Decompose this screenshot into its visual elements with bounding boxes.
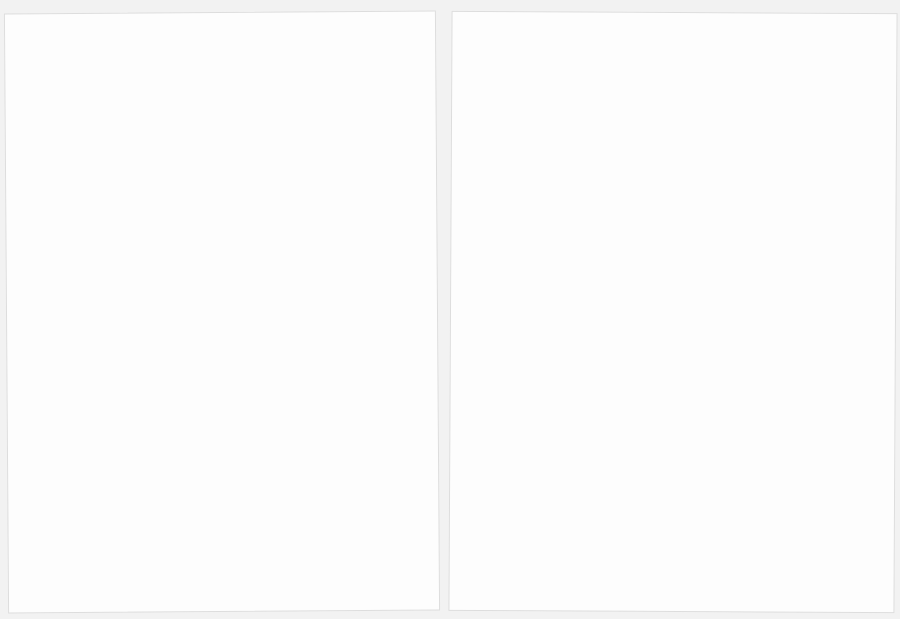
table-header-row [11,28,429,31]
qualification-table-left [11,28,429,31]
right-page [448,11,897,613]
table-header-row [458,28,890,30]
left-page [4,10,440,613]
qualification-table-right [458,28,890,30]
agriculture-table [458,28,890,30]
